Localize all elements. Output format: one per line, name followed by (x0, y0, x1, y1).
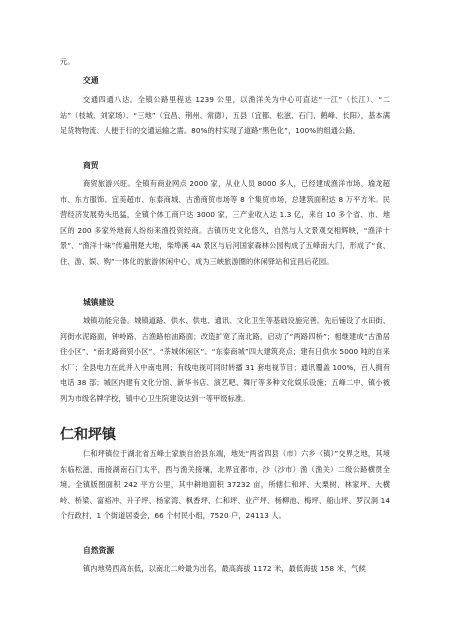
intro-tail-text: 元。 (60, 57, 75, 66)
town-title: 仁和坪镇 (60, 427, 116, 443)
transport-paragraph: 交通四通八达。全镇公路里程达 1239 公里，以渔洋关为中心可直达“一江”（长江）、“二站”（枝城、刘家场）、“三地”（宜昌、荆州、常德），五县（宜都、松滋、石门、鹤峰、长阳），基本满足货物物流、人便于行的交通运输之需。80%的村实现了道路“黑色化”，100%的组通公路。 (60, 95, 390, 136)
construction-paragraph: 城镇功能完备。城镇道路、供水、供电、通讯、文化卫生等基础设施完善。先后铺设了水田街、河街水泥路面，钟岭路、古渔路柏油路面；改造扩宽了南北路，启动了“两路四桥”；相继建成“古渔居住小区”、“南北路商贸小区”、“茶城休闲区”、“东泰商城”四大建筑亮点；建有日供水 5000 吨的自来水厂；全县电力在此并入中南电网；有线电视可同时转播 31 套电视节目；通讯覆盖 100%，百人拥有电话 38 部；城区内建有文化分馆、新华书店、演艺吧、舞厅等多种文化娱乐设施；五峰二中、镇小被列为市级名牌学校，镇中心卫生院建设达到一等甲级标准。 (60, 316, 390, 403)
transport-heading: 交通 (83, 76, 99, 85)
natural-resources-paragraph: 镇内地势西高东低，以南北二岭最为出名，最高海拔 1172 米，最低海拔 158 米，气候 (83, 564, 366, 573)
commerce-heading: 商贸 (83, 161, 99, 170)
construction-heading: 城镇建设 (83, 298, 115, 307)
natural-resources-heading: 自然资源 (83, 546, 115, 555)
town-paragraph: 仁和坪镇位于湖北省五峰土家族自治县东端，地处“两省四县（市）六乡（镇）”交界之地，其境东临松滋，南接湖南石门太平，西与渔关接壤，北界宜都市，沙（沙市）渔（渔关）二级公路横贯全境。全镇版图面积 242 平方公里，其中耕地面积 37232 亩，所辖仁和坪、大栗树、林家坪、大横岭、桥梁、富裕冲、升子坪、杨家湾、枫香坪、仁和坪、业产坪、杨柳池、梅坪、船山坪、罗汉洞 14 个行政村，1 个街道居委会，66 个村民小组，7520 户，24113 人。 (60, 449, 390, 521)
commerce-paragraph: 商贸旅游兴旺。全镇有商业网点 2000 家，从业人员 8000 多人，已经建成渔洋市场、瑜龙超市、东方服饰、宜美超市、东泰商城、古渔商贸市场等 8 个集贸市场，总建筑面积达 8 万平方米。民营经济发展势头迅猛，全镇个体工商户达 3000 家，三产业收入达 1.3 亿，来自 10 多个省、市、地区的 200 多家外地商人纷纷来渔投资经商。古镇历史文化悠久，自然与人文景观交相辉映，“渔洋十景”、“渔洋十味”传遍荆楚大地，柴埠溪 4A 景区与后河国家森林公园构成了五峰南大门，形成了“食、住、游、娱、购”一体化的旅游休闲中心，成为三峡旅游圈的休闲驿站和宜昌后花园。 (60, 179, 390, 266)
